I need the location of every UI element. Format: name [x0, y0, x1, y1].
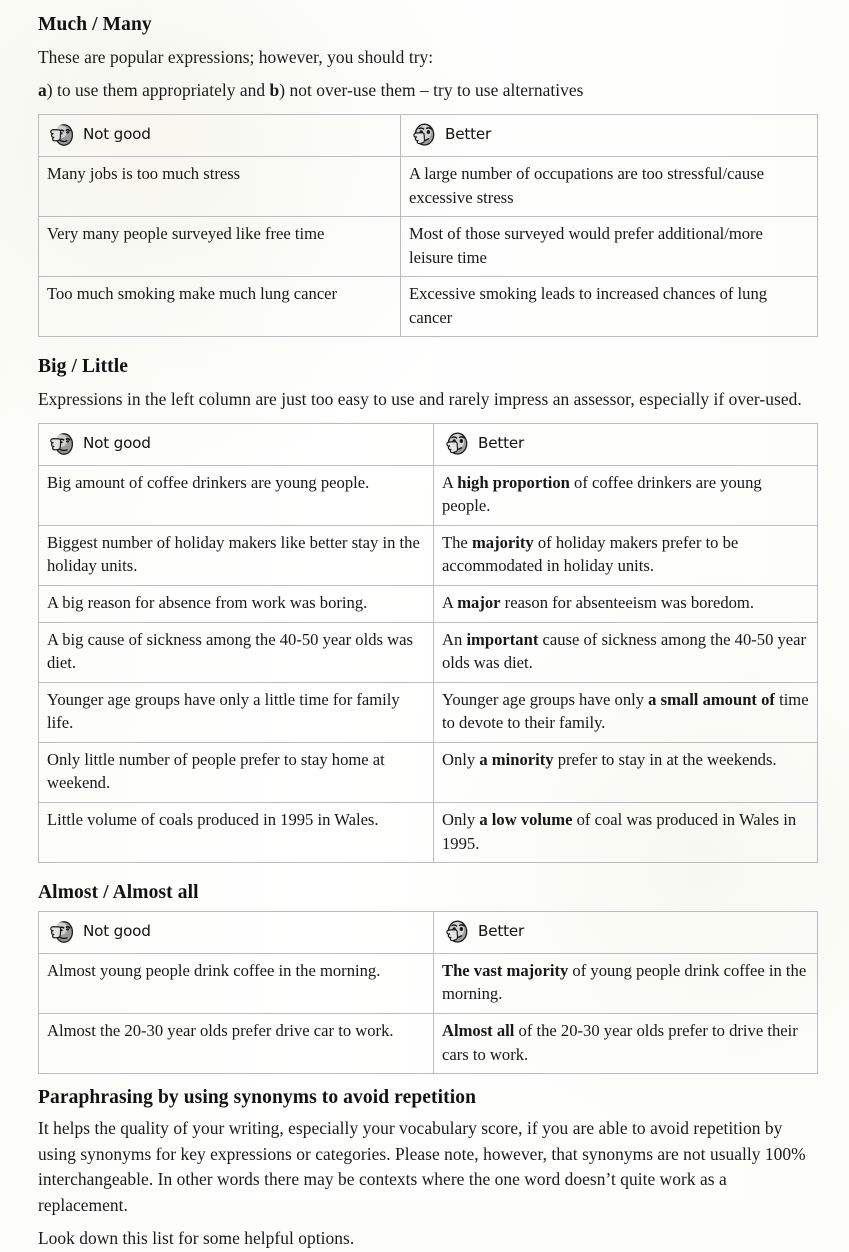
- table-header-row: [39, 911, 818, 953]
- cell-not-good: Only little number of people prefer to stay home at weekend.: [39, 742, 434, 802]
- cell-not-good: Almost young people drink coffee in the morning.: [39, 953, 434, 1013]
- thinking-face-icon: [441, 430, 471, 458]
- table-header-row: [39, 423, 818, 465]
- better-bold: important: [466, 629, 539, 649]
- thinking-face-icon: [408, 121, 438, 149]
- thumbs-down-angry-face-icon: [46, 121, 76, 149]
- cell-better: [434, 622, 818, 682]
- table-body-big-little: [39, 465, 818, 862]
- table-body-almost: [39, 953, 818, 1073]
- table-row: [39, 465, 818, 525]
- better-bold: The vast majority: [442, 960, 569, 980]
- better-suffix: of young people drink coffee in the morning.: [442, 960, 807, 1004]
- comparison-table-much-many-wrapper: [38, 114, 818, 337]
- table-header-better: [434, 911, 818, 953]
- better-suffix: prefer to stay in at the weekends.: [553, 749, 777, 769]
- thumbs-down-angry-face-icon: [46, 430, 76, 458]
- better-bold: major: [457, 593, 501, 613]
- cell-better: [434, 525, 818, 585]
- intro-text-b: ) not over-use them – try to use alternatives: [279, 80, 584, 101]
- table-header-not-good-label: Not good: [83, 922, 151, 941]
- better-prefix: Younger age groups have only: [442, 689, 649, 709]
- intro-paragraph-much-many-2: [38, 78, 818, 104]
- cell-better: [434, 1014, 818, 1074]
- better-prefix: Only: [442, 749, 480, 769]
- better-suffix: of coffee drinkers are young people.: [442, 472, 762, 516]
- cell-not-good: Younger age groups have only a little time for family life.: [39, 682, 434, 742]
- table-row: [39, 217, 818, 277]
- better-bold: high proportion: [457, 472, 570, 492]
- table-row: [39, 622, 818, 682]
- table-header-better-label: Better: [478, 922, 525, 941]
- better-prefix: Only: [442, 809, 480, 829]
- table-body-much-many: [39, 156, 818, 336]
- better-suffix: reason for absenteeism was boredom.: [500, 593, 754, 613]
- section-title-much-many: Much / Many: [38, 14, 152, 35]
- table-row: [39, 586, 818, 623]
- list-marker-b: b: [269, 80, 280, 101]
- cell-not-good: Many jobs is too much stress: [39, 156, 401, 216]
- intro-paragraph-much-many-1: These are popular expressions; however, you should try:: [38, 46, 434, 67]
- cell-better: [434, 742, 818, 802]
- cell-not-good: A big reason for absence from work was boring.: [39, 586, 434, 623]
- comparison-table-big-little: [38, 423, 818, 863]
- better-bold: majority: [471, 532, 534, 552]
- better-prefix: A: [442, 593, 458, 613]
- table-header-better-label: Better: [478, 433, 525, 452]
- cell-not-good: Big amount of coffee drinkers are young people.: [39, 465, 434, 525]
- table-header-not-good: [39, 423, 434, 465]
- table-row: [39, 742, 818, 802]
- table-row: [39, 156, 818, 216]
- section-spacer: [38, 337, 818, 356]
- cell-better: [401, 156, 818, 216]
- better-prefix: An: [442, 629, 467, 649]
- table-row: [39, 277, 818, 337]
- better-prefix: A large number of occupations are too stressful/cause excessive stress: [409, 163, 764, 207]
- thinking-face-icon: [441, 918, 471, 946]
- better-prefix: Most of those surveyed would prefer additional/more leisure time: [409, 224, 763, 267]
- list-marker-a: a: [38, 80, 47, 101]
- section-title-paraphrasing: Paraphrasing by using synonyms to avoid repetition: [38, 1087, 477, 1109]
- section-title-big-little: Big / Little: [38, 356, 129, 378]
- table-row: [39, 802, 818, 862]
- table-row: [39, 682, 818, 742]
- table-header-better-label: Better: [445, 125, 492, 144]
- comparison-table-much-many: [38, 114, 818, 337]
- section-title-almost-almost-all: Almost / Almost all: [38, 882, 199, 904]
- better-prefix: Excessive smoking leads to increased chances of lung cancer: [409, 284, 768, 327]
- better-suffix: time to devote to their family.: [442, 689, 809, 733]
- cell-not-good: Too much smoking make much lung cancer: [39, 277, 401, 337]
- cell-not-good: A big cause of sickness among the 40-50 year olds was diet.: [39, 622, 434, 682]
- table-row: [39, 525, 818, 585]
- better-bold: a minority: [479, 749, 554, 769]
- cell-better: [434, 465, 818, 525]
- closing-paragraph-2: Look down this list for some helpful options.: [38, 1228, 355, 1249]
- comparison-table-almost: [38, 911, 818, 1074]
- table-header-better: [434, 423, 818, 465]
- cell-not-good: Very many people surveyed like free time: [39, 217, 401, 277]
- better-suffix: of holiday makers prefer to be accommodated in holiday units.: [442, 532, 739, 576]
- better-suffix: of the 20-30 year olds prefer to drive their cars to work.: [442, 1021, 798, 1064]
- table-header-row: [39, 114, 818, 156]
- section-spacer: [38, 1074, 818, 1087]
- closing-paragraph-1: It helps the quality of your writing, especially your vocabulary score, if you are able to avoid repetition by using synonyms for key expressions or categories. Please note, however, that synonyms are not usually 100% interchangeable. In other words there may be contexts where the one word doesn’t quite work as a replacement.: [38, 1117, 806, 1215]
- better-suffix: of coal was produced in Wales in 1995.: [442, 809, 797, 853]
- cell-not-good: Little volume of coals produced in 1995 in Wales.: [39, 802, 434, 862]
- cell-better: [401, 277, 818, 337]
- better-prefix: A: [442, 472, 458, 492]
- cell-better: [434, 802, 818, 862]
- better-bold: a low volume: [479, 809, 573, 829]
- table-row: [39, 953, 818, 1013]
- cell-better: [401, 217, 818, 277]
- comparison-table-big-little-wrapper: [38, 423, 818, 863]
- better-prefix: The: [442, 532, 472, 552]
- cell-not-good: Biggest number of holiday makers like better stay in the holiday units.: [39, 525, 434, 585]
- table-header-better: [401, 114, 818, 156]
- table-header-not-good-label: Not good: [83, 125, 151, 144]
- better-bold: a small amount of: [648, 689, 775, 709]
- better-bold: Almost all: [442, 1021, 515, 1041]
- table-row: [39, 1014, 818, 1074]
- cell-better: [434, 953, 818, 1013]
- table-header-not-good-label: Not good: [83, 433, 151, 452]
- table-header-not-good: [39, 114, 401, 156]
- intro-paragraph-big-little: Expressions in the left column are just too easy to use and rarely impress an assessor, especially if over-used.: [38, 389, 802, 410]
- section-spacer: [38, 863, 818, 882]
- thumbs-down-angry-face-icon: [46, 918, 76, 946]
- cell-not-good: Almost the 20-30 year olds prefer drive car to work.: [39, 1014, 434, 1074]
- cell-better: [434, 586, 818, 623]
- cell-better: [434, 682, 818, 742]
- table-header-not-good: [39, 911, 434, 953]
- intro-text-a: ) to use them appropriately and: [46, 80, 270, 101]
- comparison-table-almost-wrapper: [38, 911, 818, 1074]
- better-suffix: cause of sickness among the 40-50 year olds was diet.: [442, 629, 807, 673]
